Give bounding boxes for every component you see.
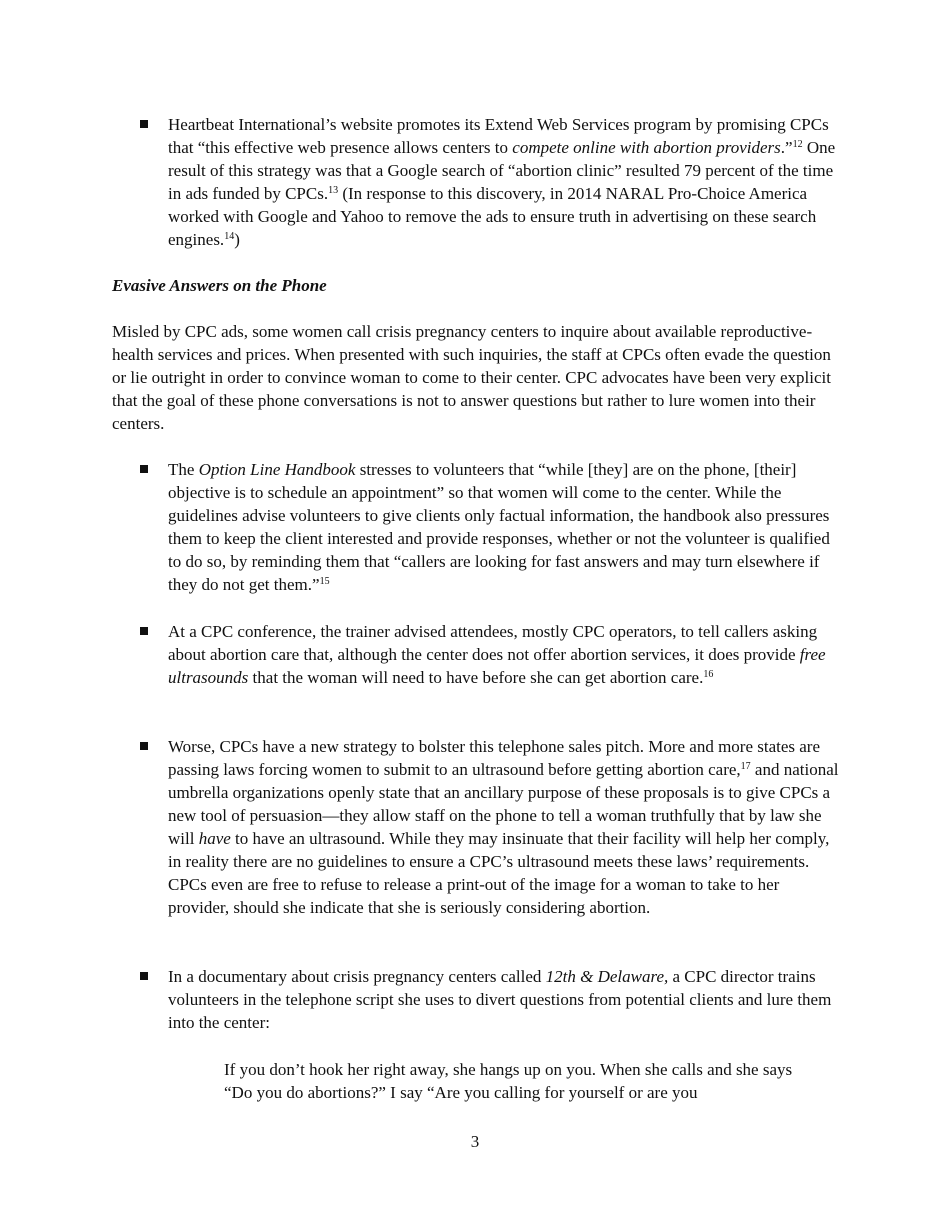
bullet-marker [140, 972, 148, 980]
bullet-marker [140, 742, 148, 750]
page-number: 3 [470, 1132, 480, 1151]
bullet-marker [140, 120, 148, 128]
italic-text: compete online with abortion providers [512, 138, 781, 157]
footnote-ref: 16 [703, 669, 714, 680]
italic-text: 12th & Delaware, [545, 967, 669, 986]
text-run: a CPC director trains volunteers in the telephone script she uses to divert questions from potential clients and lure them into the center: [168, 967, 832, 1032]
footnote-ref: 17 [740, 761, 751, 772]
footnote-ref: 12 [792, 139, 803, 150]
footnote-ref: 15 [319, 576, 330, 587]
section-heading: Evasive Answers on the Phone [112, 276, 327, 295]
bullet-paragraph-web-services [168, 113, 840, 251]
bullet-marker [140, 627, 148, 635]
text-run: and national umbrella organizations openly state that an ancillary purpose of these proposals is to give CPCs a new tool of persuasion—they allow staff on the phone to tell a woman truthfully that by law she will [168, 760, 839, 848]
italic-text: Option Line Handbook [198, 460, 356, 479]
text-run: One result of this strategy was that a Google search of “abortion clinic” resulted 79 percent of the time in ads funded by CPCs. [168, 138, 836, 203]
block-quote: If you don’t hook her right away, she hangs up on you. When she calls and she says “Do you do abortions?” I say “Are you calling for yourself or are you [224, 1060, 793, 1102]
text-run: The [168, 460, 199, 479]
intro-paragraph: Misled by CPC ads, some women call crisis pregnancy centers to inquire about available reproductive-health services and prices. When presented with such inquiries, the staff at CPCs often evade the question or lie outright in order to convince woman to come to their center. CPC advocates have been very explicit that the goal of these phone conversations is not to answer questions but rather to lure women into their centers. [112, 322, 831, 433]
text-run: that the woman will need to have before she can get abortion care. [248, 668, 704, 687]
text-run: stresses to volunteers that “while [they] are on the phone, [their] objective is to schedule an appointment” so that women will come to the center. While the guidelines advise volunteers to give clients only factual information, the handbook also pressures them to keep the client interested and provide responses, whether or not the volunteer is qualified to do so, by reminding them that “callers are looking for fast answers and may turn elsewhere if they do not get them.” [168, 460, 830, 594]
text-run: (In response to this discovery, in 2014 NARAL Pro-Choice America worked with Google and Yahoo to remove the ads to ensure truth in advertising on these search engines. [168, 184, 817, 249]
text-run: At a CPC conference, the trainer advised attendees, mostly CPC operators, to tell callers asking about abortion care that, although the center does not offer abortion services, it does provide [168, 622, 818, 664]
text-run: ) [234, 230, 240, 249]
footnote-ref: 14 [224, 231, 235, 242]
footnote-ref: 13 [328, 185, 339, 196]
bullet-paragraph-conference [168, 620, 840, 689]
text-run: In a documentary about crisis pregnancy centers called [168, 967, 546, 986]
text-run: to have an ultrasound. While they may insinuate that their facility will help her comply, in reality there are no guidelines to ensure a CPC’s ultrasound meets these laws’ requirements. CPCs even are free to refuse to release a print-out of the image for a woman to take to her provider, should she indicate that she is seriously considering abortion. [168, 829, 830, 917]
bullet-paragraph-documentary [168, 965, 840, 1034]
text-run: Heartbeat International’s website promotes its Extend Web Services program by promising CPCs that “this effective web presence allows centers to [168, 115, 829, 157]
bullet-paragraph-option-line [168, 458, 840, 596]
bullet-paragraph-ultrasound-laws [168, 735, 840, 919]
text-run: Worse, CPCs have a new strategy to bolster this telephone sales pitch. More and more states are passing laws forcing women to submit to an ultrasound before getting abortion care, [168, 737, 821, 779]
bullet-marker [140, 465, 148, 473]
italic-text: have [198, 829, 231, 848]
text-run: .” [780, 138, 793, 157]
italic-text: free ultrasounds [168, 645, 826, 687]
